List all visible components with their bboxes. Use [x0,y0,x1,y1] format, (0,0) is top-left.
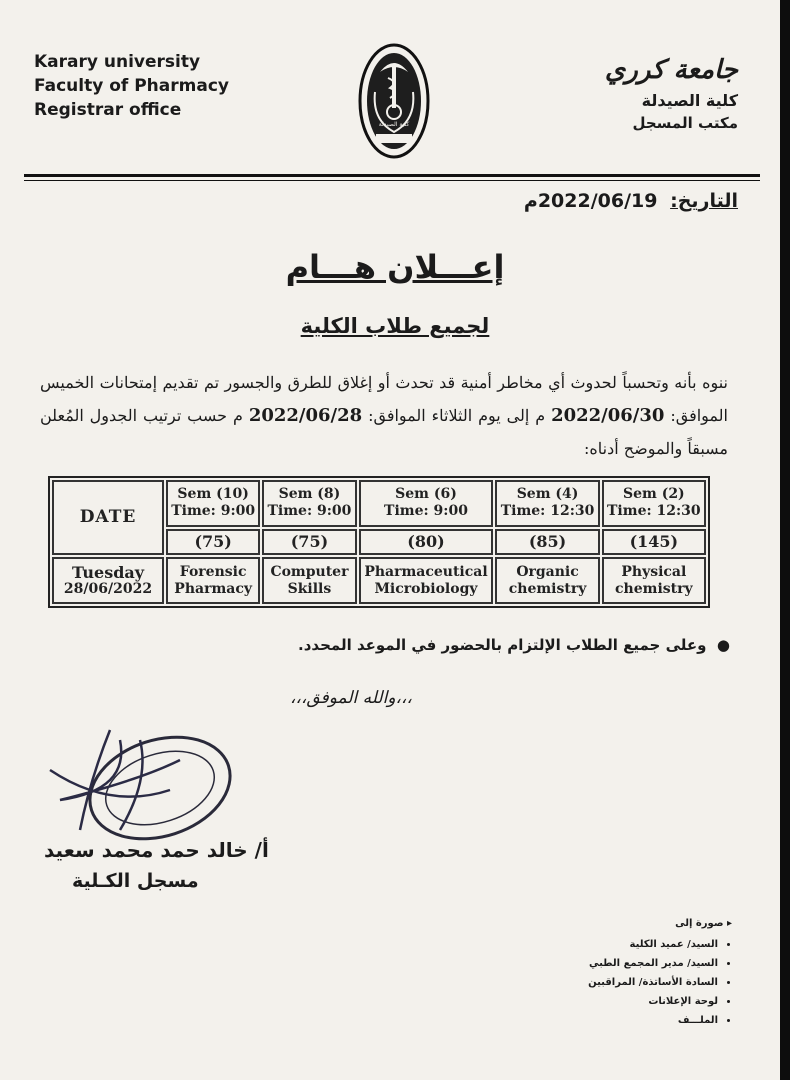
subject-line: Pharmacy [174,580,252,597]
signatory-name: أ/ خالد حمد محمد سعيد [44,838,269,862]
announcement-title: إعـــلان هـــام [285,248,505,286]
university-name-ar: جامعة كرري [604,55,738,85]
time-label: Time: 12:30 [607,503,701,520]
sem-label: Sem (4) [516,486,579,503]
bullet-icon: ● [706,636,730,654]
header-arabic [605,50,738,134]
date-header-cell: DATE [52,480,164,555]
subject-line: Forensic [179,563,247,580]
header-english [34,50,229,122]
date-label: التاريخ: [670,190,738,212]
time-label: Time: 9:00 [267,503,352,520]
attendance-notice [298,636,730,654]
subject-line: Organic [516,563,579,580]
subject-cell [166,557,260,604]
student-count-cell: (75) [166,529,260,556]
sem-cell [166,480,260,527]
subject-line: Skills [287,580,332,597]
student-count-cell: (80) [359,529,494,556]
subject-line: Computer [270,563,349,580]
office-name-ar: مكتب المسجل [632,114,738,132]
sem-label: Sem (2) [622,486,685,503]
date-from: 2022/06/30 [551,405,665,426]
sem-cell [359,480,494,527]
university-name-en: Karary university [34,52,201,72]
sem-label: Sem (10) [177,486,249,503]
time-label: Time: 9:00 [171,503,256,520]
body-part-1: ننوه بأنه وتحسباً لحدوث أي مخاطر أمنية قد تحدث أو إغلاق للطرق والجسور تم تقديم إمتحانات الخميس الموافق: [40,373,728,425]
exam-day: Tuesday [71,562,145,582]
sem-label: Sem (8) [278,486,341,503]
signatory-title: مسجل الكـلية [72,870,199,892]
announcement-subtitle: لجميع طلاب الكلية [300,314,490,338]
subject-line: Pharmaceutical [364,563,488,580]
document-date [524,190,738,212]
table-row [52,557,706,604]
sem-cell [495,480,599,527]
notice-text: وعلى جميع الطلاب الإلتزام بالحضور في الموعد المحدد. [298,636,707,654]
body-part-2: م إلى يوم الثلاثاء الموافق: [368,406,546,425]
subject-cell [602,557,706,604]
faculty-name-ar: كلية الصيدلة [641,91,738,110]
signature-stamp [20,720,260,850]
list-item: • السادة الأساتذة/ المراقبين [588,973,718,992]
subject-cell [495,557,599,604]
header-divider-thin [24,180,760,181]
body-part-3: م حسب ترتيب الجدول المُعلن مسبقاً والموضح أدناه: [40,406,728,458]
header-divider [24,174,760,177]
subject-line: chemistry [615,580,693,597]
subject-cell [262,557,356,604]
subject-line: Physical [621,563,687,580]
date-to: 2022/06/28 [248,405,363,426]
office-name-en: Registrar office [34,100,182,120]
sem-label: Sem (6) [395,486,457,503]
exam-date-cell [52,557,164,604]
time-label: Time: 9:00 [384,503,468,520]
faculty-logo [358,42,430,160]
list-item: • لوحة الإعلانات [588,992,718,1011]
subject-line: Microbiology [374,580,478,597]
list-item: • الملـــف [588,1011,718,1030]
copies-list [588,935,718,1030]
exam-schedule-table [48,476,710,608]
subject-line: chemistry [508,580,587,597]
list-item: • السيد/ مدير المجمع الطبي [588,954,718,973]
copies-to [588,914,732,1030]
student-count-cell: (145) [602,529,706,556]
sem-cell [602,480,706,527]
time-label: Time: 12:30 [500,503,595,520]
closing-phrase: ،،،والله الموفق،،، [290,688,412,708]
announcement-body [40,366,728,465]
list-item: • السيد/ عميد الكلية [588,935,718,954]
date-value: 2022/06/19م [523,190,658,212]
table-row [52,480,706,527]
logo-text: كلية الصيدلة [378,121,410,128]
copies-heading: ▸ صورة إلى [588,914,732,933]
student-count-cell: (75) [262,529,356,556]
student-count-cell: (85) [495,529,599,556]
subject-cell [359,557,494,604]
faculty-name-en: Faculty of Pharmacy [34,76,229,96]
page-edge [780,0,790,1080]
sem-cell [262,480,356,527]
exam-date: 28/06/2022 [63,580,153,597]
